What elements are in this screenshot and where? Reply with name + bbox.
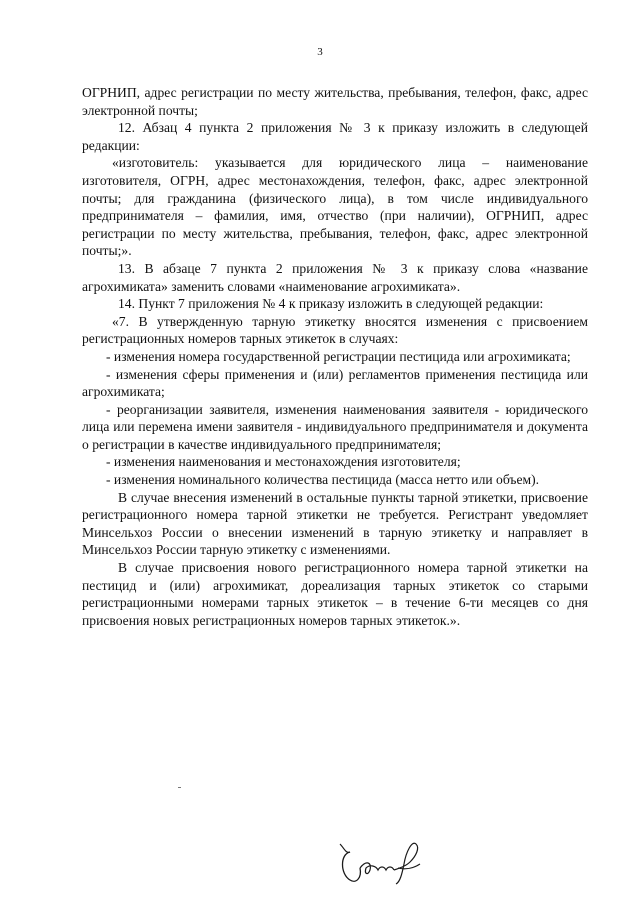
paragraph-point-7: «7. В утвержденную тарную этикетку вносятся изменения с присвоением регистрационных номеров тарных этикеток в случаях: bbox=[82, 313, 588, 347]
handwritten-signature bbox=[336, 838, 428, 886]
paragraph-other-changes: В случае внесения изменений в остальные пункты тарной этикетки, присвоение регистрационного номера тарной этикетки не требуется. Регистрант уведомляет Минсельхоз России о внесении изменений в тарную этикетку и направляет в Минсельхоз России тарную этикетку с изменениями. bbox=[82, 489, 588, 558]
list-item-quantity: - изменения номинального количества пестицида (масса нетто или объем). bbox=[106, 472, 540, 488]
list-item-reorganization: - реорганизации заявителя, изменения наименования заявителя - юридического лица или перемена имени заявителя - индивидуального предпринимателя и документа о регистрации в качестве индивидуального предпринимателя; bbox=[82, 401, 588, 452]
paragraph-continuation: ОГРНИП, адрес регистрации по месту жительства, пребывания, телефон, факс, адрес электронной почты; bbox=[82, 85, 588, 118]
paragraph-manufacturer-quote: «изготовитель: указывается для юридического лица – наименование изготовителя, ОГРН, адрес местонахождения, телефон, факс, адрес электронной почты; для гражданина (физического лица), в том числе индивидуального предпринимателя – фамилия, имя, отчество (при наличии), ОГРНИП, адрес регистрации по месту жительства, пребывания, телефон, факс, адрес электронной почты;». bbox=[82, 155, 588, 259]
scan-artifact bbox=[178, 787, 181, 788]
paragraph-item-14: 14. Пункт 7 приложения № 4 к приказу изложить в следующей редакции: bbox=[118, 296, 544, 312]
paragraph-item-12: 12. Абзац 4 пункта 2 приложения № 3 к приказу изложить в следующей редакции: bbox=[82, 120, 588, 153]
paragraph-item-13: 13. В абзаце 7 пункта 2 приложения № 3 к приказу слова «название агрохимиката» заменить словами «наименование агрохимиката». bbox=[82, 260, 588, 294]
list-item-manufacturer: - изменения наименования и местонахождения изготовителя; bbox=[106, 454, 461, 470]
page-number: 3 bbox=[317, 46, 323, 58]
document-body bbox=[82, 84, 588, 629]
list-item-registration-number: - изменения номера государственной регистрации пестицида или агрохимиката; bbox=[106, 348, 571, 364]
list-item-scope: - изменения сферы применения и (или) регламентов применения пестицида или агрохимиката; bbox=[82, 366, 588, 400]
paragraph-new-number: В случае присвоения нового регистрационного номера тарной этикетки на пестицид и (или) агрохимикат, дореализация тарных этикеток со старыми регистрационными номерами тарных этикеток – в течение 6-ти месяцев со дня присвоения новых регистрационных номеров тарных этикеток.». bbox=[82, 560, 588, 628]
